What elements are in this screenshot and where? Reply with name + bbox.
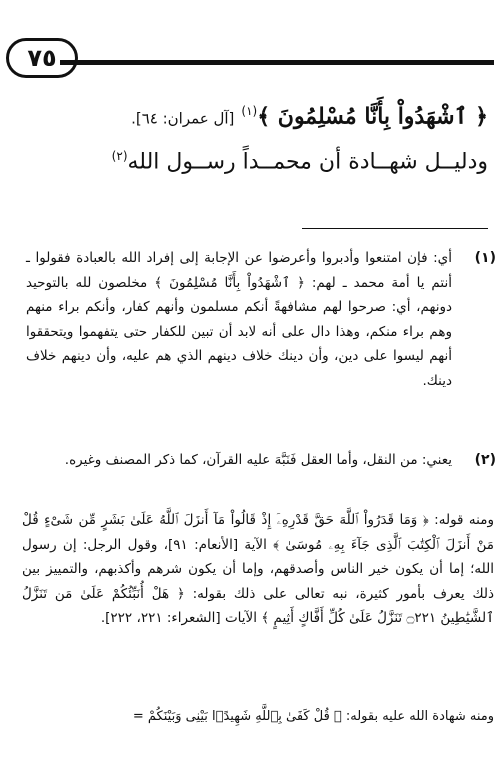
footnote-2 [26,448,496,508]
footnote-text: أي: فإن امتنعوا وأدبروا وأعرضوا عن الإجابة إلى إفراد الله بالعبادة فقولوا ـ أنتم يا أمة محمد ـ لهم: ﴿ ٱشْهَدُواْ بِأَنَّا مُسْلِمُونَ ﴾ مخلصون لله بالتوحيد دونهم، أي: صرحوا لهم مشافهةً أنكم مسلمون وأنهم كفار، وأنكم براء منهم وهم براء منكم، وهذا دال على أنه لابد أن تبين للكفار حتى يتفهموا ويتحققوا أنهم ليسوا على دين، وأن دينك خلاف دينهم الذي هم عليه، وأن دينهم خلاف دينك. [26,250,452,389]
footnote-text: يعني: من النقل، وأما العقل فَنَبَّهَ عليه القرآن، كما ذكر المصنف وغيره. [64,452,452,468]
footnote-mark-2: (٢) [111,149,128,163]
verse-reference: [آل عمران: ٦٤]. [131,109,235,128]
footnote-separator [302,228,488,229]
footnote-number: (٢) [474,452,496,468]
quran-verse: ﴿ ٱشْهَدُواْ بِأَنَّا مُسْلِمُونَ ﴾ [257,103,488,130]
page-number: ٧٥ [6,38,78,78]
continuation-paragraph: ومنه قوله: ﴿ وَمَا قَدَرُواْ ٱللَّهَ حَقَّ قَدْرِهِۦٓ إِذْ قَالُواْ مَآ أَنزَلَ ٱللَّهُ عَلَىٰ بَشَرٍ مِّن شَىْءٍ قُلْ مَنْ أَنزَلَ ٱلْكِتَٰبَ ٱلَّذِى جَآءَ بِهِۦ مُوسَىٰ ﴾ الآية [الأنعام: ٩١]، وقول الرجل: إن رسول الله؛ إما أن يكون خير الناس وأصدقهم، وإما أن يكون شرهم وأكذبهم، والتمييز بين ذلك يعرف بأمور كثيرة، نبه تعالى على ذلك بقوله: ﴿ هَلْ أُنَبِّئُكُمْ عَلَىٰ مَن تَنَزَّلُ ٱلشَّيَٰطِينُ ۝٢٢١ تَنَزَّلُ عَلَىٰ كُلِّ أَفَّاكٍ أَثِيمٍ ﴾ الآيات [الشعراء: ٢٢١، ٢٢٢]. [22,512,494,626]
verse-line [8,96,488,133]
evidence-line [8,140,488,178]
footnote-mark-1: (١) [241,104,258,118]
header-rule [60,60,494,65]
footnote-1 [26,246,496,446]
footnote-number: (١) [474,250,496,266]
evidence-text: ودليــل شهــادة أن محمــداً رســول الله [127,149,488,175]
continuation-last-line: ومنه شهادة الله عليه بقوله: ﴿ قُلْ كَفَىٰ بِٱللَّهِ شَهِيدًۢا بَيْنِى وَبَيْنَكُمْ = [132,709,494,724]
